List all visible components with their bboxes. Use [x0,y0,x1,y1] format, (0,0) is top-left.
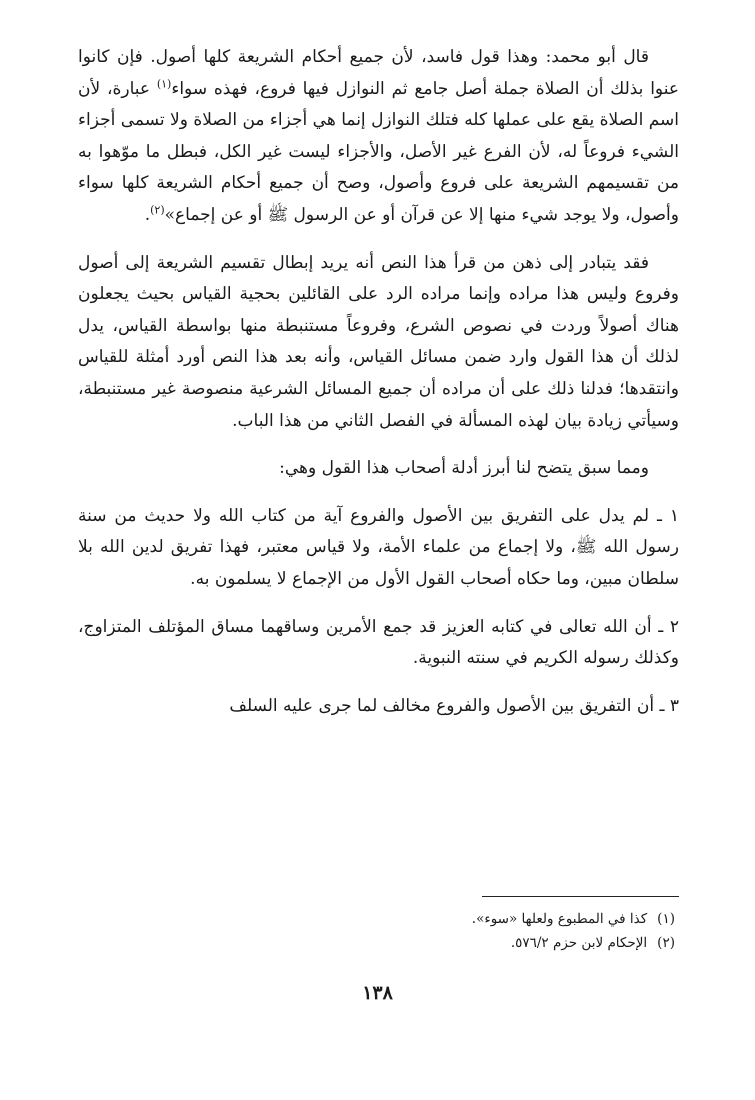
paragraph-evidence-2: ٢ ـ أن الله تعالى في كتابه العزيز قد جمع الأمرين وساقهما مساق المؤتلف المتزاوج، وكذلك رسوله الكريم في سنته النبوية. [78,616,679,669]
paragraph-evidence-3: ٣ ـ أن التفريق بين الأصول والفروع مخالف لما جرى عليه السلف [229,695,679,716]
main-text [78,42,679,722]
quote-text-end: . [144,204,151,225]
paragraph-commentary: فقد يتبادر إلى ذهن من قرأ هذا النص أنه يريد إبطال تقسيم الشريعة إلى أصول وفروع وليس هذا مراده وإنما مراده الرد على القائلين بحجية القياس بحيث يجعلون هناك أصولاً وردت في نصوص الشرع، وفروعاً مستنبطة منها بواسطة القياس، يدل لذلك أن هذا القول وارد ضمن مسائل القياس، وأنه بعد هذا النص أورد أمثلة للقياس وانتقدها؛ فدلنا ذلك على أن مراده أن جميع المسائل الشرعية منصوصة غير مستنبطة، وسيأتي زيادة بيان لهذه المسألة في الفصل الثاني من هذا الباب. [78,252,679,431]
footnote-2 [78,931,679,955]
quote-text-middle: عبارة، لأن اسم الصلاة يقع على عملها كله فتلك النوازل إنما هي أجزاء من الصلاة ولا تسمى أجزاء الشيء فروعاً له، لأن الفرع غير الأصل، والأجزاء ليست غير الكل، فبطل ما موّهوا به من تقسيمهم الشريعة على فروع وأصول، وصح أن جميع أحكام الشريعة كلها سواء وأصول، ولا يوجد شيء منها إلا عن قرآن أو عن الرسول ﷺ أو عن إجماع» [78,78,679,225]
footnote-1 [78,907,679,931]
quote-text-start: قال أبو محمد: وهذا قول فاسد، لأن جميع أحكام الشريعة كلها أصول. فإن كانوا عنوا بذلك أن الصلاة جملة أصل جامع ثم النوازل فيها فروع، فهذه سواء [78,47,679,99]
page-number: ١٣٨ [362,982,393,1004]
footnote-number: (٢) [657,935,675,951]
footnote-ref-2: (٢) [150,203,165,217]
footnote-text: الإحكام لابن حزم ٥٧٦/٢. [510,935,648,951]
footnote-text: كذا في المطبوع ولعلها «سوء». [471,911,648,927]
footnote-number: (١) [657,911,675,927]
footnote-separator [482,896,679,897]
paragraph-quote [78,42,679,232]
paragraph-evidence-1: ١ ـ لم يدل على التفريق بين الأصول والفروع آية من كتاب الله ولا حديث من سنة رسول الله ﷺ، ولا إجماع من علماء الأمة، ولا قياس معتبر، فهذا تفريق لدين الله بلا سلطان مبين، وما حكاه أصحاب القول الأول من الإجماع لا يسلمون به. [78,505,679,589]
footnote-ref-1: (١) [156,76,172,90]
paragraph-evidence-intro: ومما سبق يتضح لنا أبرز أدلة أصحاب هذا القول وهي: [279,458,649,479]
footnotes [78,907,679,955]
